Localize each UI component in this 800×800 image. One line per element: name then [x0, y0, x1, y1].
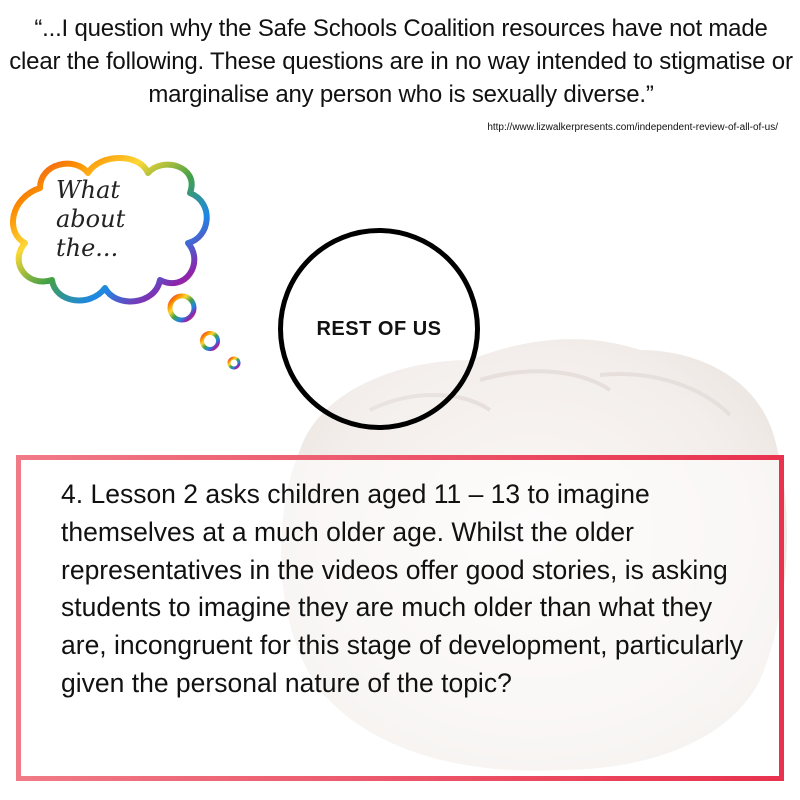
rest-of-us-label: REST OF US [316, 317, 442, 340]
thought-line: What [56, 176, 121, 204]
thought-line: the... [56, 234, 119, 262]
question-box [16, 455, 784, 781]
thought-line: about [56, 205, 126, 233]
question-text: 4. Lesson 2 asks children aged 11 – 13 to imagine themselves at a much older age. Whilst the older representatives in the videos offer good stories, is asking students to imagine they are much older than what they are, incongruent for this stage of development, particularly given the personal nature of the topic? [61, 479, 744, 698]
source-url: http://www.lizwalkerpresents.com/independent-review-of-all-of-us/ [487, 122, 778, 133]
thought-text [56, 176, 166, 263]
intro-quote: “...I question why the Safe Schools Coalition resources have not made clear the following. These questions are in no way intended to stigmatise or marginalise any person who is sexually diverse.” [9, 15, 793, 108]
rest-of-us-circle [278, 228, 480, 430]
